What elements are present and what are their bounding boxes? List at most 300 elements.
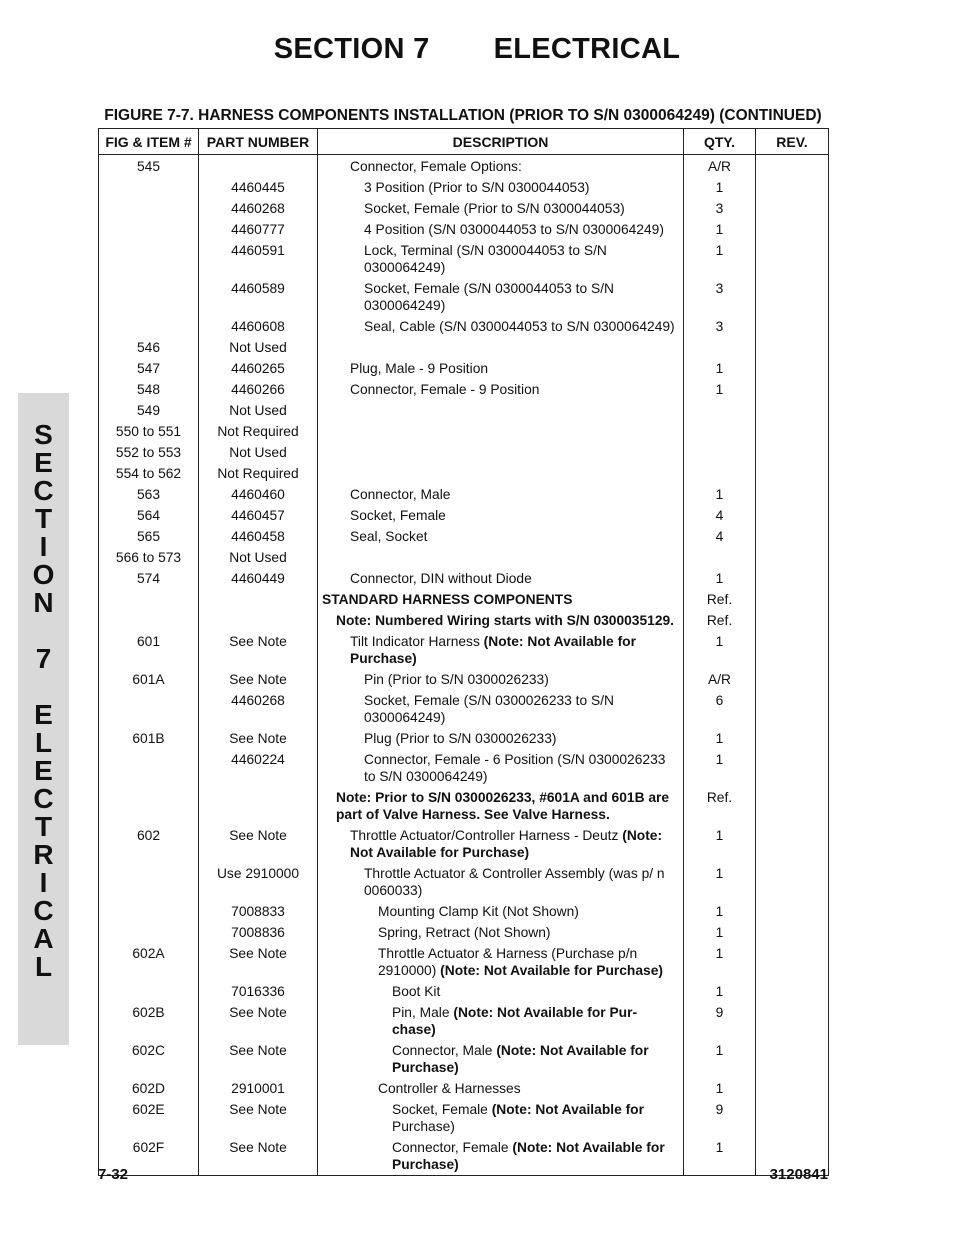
part-number-cell: See Note bbox=[199, 669, 318, 690]
table-row bbox=[99, 749, 829, 787]
rev-cell bbox=[756, 400, 829, 421]
rev-cell bbox=[756, 787, 829, 825]
rev-cell bbox=[756, 1040, 829, 1078]
header-fig-item: FIG & ITEM # bbox=[99, 129, 199, 155]
part-number-cell: 4460449 bbox=[199, 568, 318, 589]
description-text: Connector, Female - 6 Position (S/N 0300026233 to S/N 0300064249) bbox=[364, 752, 666, 784]
description-note: Note: Prior to S/N 0300026233, #601A and 601B are part of Valve Harness. See Valve Harness. bbox=[336, 790, 670, 822]
rev-cell bbox=[756, 198, 829, 219]
table-row bbox=[99, 863, 829, 901]
table-row bbox=[99, 1099, 829, 1137]
table-header-row bbox=[99, 129, 829, 155]
description-cell bbox=[318, 863, 684, 901]
fig-item-cell: 602D bbox=[99, 1078, 199, 1099]
table-row bbox=[99, 981, 829, 1002]
fig-item-cell bbox=[99, 219, 199, 240]
side-tab-letter: L bbox=[34, 951, 53, 982]
qty-cell: 1 bbox=[684, 219, 756, 240]
description-note: (Note: Not Available for bbox=[491, 1102, 644, 1117]
rev-cell bbox=[756, 526, 829, 547]
qty-cell: 1 bbox=[684, 825, 756, 863]
table-row bbox=[99, 669, 829, 690]
table-row bbox=[99, 568, 829, 589]
table-row bbox=[99, 379, 829, 400]
table-row bbox=[99, 526, 829, 547]
description-cell bbox=[318, 400, 684, 421]
description-text: Connector, Male bbox=[392, 1043, 497, 1058]
description-note: (Note: Not Available for Pur-chase) bbox=[392, 1005, 638, 1037]
qty-cell: 1 bbox=[684, 749, 756, 787]
part-number-cell: 4460457 bbox=[199, 505, 318, 526]
side-tab-letter: R bbox=[33, 839, 54, 870]
description-text: Lock, Terminal (S/N 0300044053 to S/N 0300064249) bbox=[364, 243, 607, 275]
part-number-cell: 4460445 bbox=[199, 177, 318, 198]
qty-cell: 1 bbox=[684, 1040, 756, 1078]
description-text: Tilt Indicator Harness bbox=[350, 634, 484, 649]
fig-item-cell bbox=[99, 749, 199, 787]
part-number-cell: 4460591 bbox=[199, 240, 318, 278]
side-tab-letter: S bbox=[34, 419, 53, 450]
rev-cell bbox=[756, 922, 829, 943]
description-text: Plug, Male - 9 Position bbox=[350, 361, 489, 376]
page-number: 7-32 bbox=[98, 1166, 129, 1183]
rev-cell bbox=[756, 610, 829, 631]
part-number-cell: 4460589 bbox=[199, 278, 318, 316]
description-text: Pin (Prior to S/N 0300026233) bbox=[364, 672, 549, 687]
qty-cell: 1 bbox=[684, 1078, 756, 1099]
fig-item-cell bbox=[99, 198, 199, 219]
rev-cell bbox=[756, 337, 829, 358]
side-tab-letter: C bbox=[33, 895, 54, 926]
side-tab-letter: C bbox=[33, 475, 54, 506]
rev-cell bbox=[756, 1002, 829, 1040]
rev-cell bbox=[756, 901, 829, 922]
side-tab-letter bbox=[18, 673, 69, 701]
description-text: Controller & Harnesses bbox=[378, 1081, 521, 1096]
table-row bbox=[99, 484, 829, 505]
side-tab-letter: N bbox=[33, 587, 54, 618]
fig-item-cell: 601B bbox=[99, 728, 199, 749]
part-number-cell: See Note bbox=[199, 631, 318, 669]
fig-item-cell: 550 to 551 bbox=[99, 421, 199, 442]
description-cell bbox=[318, 749, 684, 787]
part-number-cell: Not Used bbox=[199, 547, 318, 568]
qty-cell: 1 bbox=[684, 568, 756, 589]
fig-item-cell: 602B bbox=[99, 1002, 199, 1040]
description-cell bbox=[318, 610, 684, 631]
description-cell bbox=[318, 589, 684, 610]
rev-cell bbox=[756, 690, 829, 728]
description-cell bbox=[318, 981, 684, 1002]
fig-item-cell bbox=[99, 316, 199, 337]
fig-item-cell: 563 bbox=[99, 484, 199, 505]
fig-item-cell bbox=[99, 240, 199, 278]
description-text: Throttle Actuator & Controller Assembly (was p/ n 0060033) bbox=[364, 866, 665, 898]
rev-cell bbox=[756, 155, 829, 178]
table-row bbox=[99, 442, 829, 463]
description-cell bbox=[318, 155, 684, 178]
rev-cell bbox=[756, 547, 829, 568]
side-tab-letter: A bbox=[33, 923, 54, 954]
qty-cell: 9 bbox=[684, 1099, 756, 1137]
side-tab-letter: O bbox=[32, 559, 55, 590]
table-row bbox=[99, 690, 829, 728]
rev-cell bbox=[756, 442, 829, 463]
description-text: Seal, Cable (S/N 0300044053 to S/N 0300064249) bbox=[364, 319, 675, 334]
part-number-cell: 4460265 bbox=[199, 358, 318, 379]
description-note: (Note: Not Available for Purchase) bbox=[350, 828, 663, 860]
qty-cell bbox=[684, 463, 756, 484]
description-text: Socket, Female bbox=[350, 508, 446, 523]
side-tab-letter: I bbox=[39, 867, 48, 898]
qty-cell: 1 bbox=[684, 484, 756, 505]
part-number-cell: 7016336 bbox=[199, 981, 318, 1002]
table-row bbox=[99, 155, 829, 178]
rev-cell bbox=[756, 278, 829, 316]
qty-cell: 1 bbox=[684, 177, 756, 198]
table-row bbox=[99, 943, 829, 981]
rev-cell bbox=[756, 358, 829, 379]
qty-cell bbox=[684, 337, 756, 358]
part-number-cell: 4460608 bbox=[199, 316, 318, 337]
part-number-cell: Use 2910000 bbox=[199, 863, 318, 901]
section-name: ELECTRICAL bbox=[493, 33, 681, 65]
fig-item-cell bbox=[99, 589, 199, 610]
qty-cell bbox=[684, 400, 756, 421]
qty-cell: 1 bbox=[684, 1137, 756, 1176]
description-cell bbox=[318, 1099, 684, 1137]
rev-cell bbox=[756, 589, 829, 610]
rev-cell bbox=[756, 749, 829, 787]
part-number-cell: 4460266 bbox=[199, 379, 318, 400]
description-text: Purchase) bbox=[392, 1119, 455, 1134]
part-number-cell: Not Used bbox=[199, 442, 318, 463]
fig-item-cell bbox=[99, 610, 199, 631]
description-note: STANDARD HARNESS COMPONENTS bbox=[322, 592, 573, 607]
part-number-cell: See Note bbox=[199, 825, 318, 863]
description-cell bbox=[318, 421, 684, 442]
side-tab-letters bbox=[18, 421, 69, 981]
header-qty: QTY. bbox=[684, 129, 756, 155]
part-number-cell: 4460777 bbox=[199, 219, 318, 240]
side-tab-letter: I bbox=[39, 531, 48, 562]
side-tab-letter: L bbox=[34, 727, 53, 758]
description-text: Connector, Female Options: bbox=[350, 159, 522, 174]
description-cell bbox=[318, 177, 684, 198]
description-text: Pin, Male bbox=[392, 1005, 454, 1020]
qty-cell: 1 bbox=[684, 240, 756, 278]
description-cell bbox=[318, 219, 684, 240]
section-title bbox=[0, 33, 954, 66]
table-body bbox=[99, 155, 829, 1176]
part-number-cell: 4460224 bbox=[199, 749, 318, 787]
table-row bbox=[99, 610, 829, 631]
part-number-cell bbox=[199, 610, 318, 631]
qty-cell: 1 bbox=[684, 379, 756, 400]
description-cell bbox=[318, 690, 684, 728]
table-row bbox=[99, 728, 829, 749]
fig-item-cell bbox=[99, 981, 199, 1002]
fig-item-cell: 602E bbox=[99, 1099, 199, 1137]
description-cell bbox=[318, 1002, 684, 1040]
fig-item-cell: 547 bbox=[99, 358, 199, 379]
table-row bbox=[99, 631, 829, 669]
rev-cell bbox=[756, 863, 829, 901]
fig-item-cell: 545 bbox=[99, 155, 199, 178]
part-number-cell: Not Used bbox=[199, 337, 318, 358]
description-note: (Note: Not Available for Purchase) bbox=[392, 1140, 665, 1172]
fig-item-cell bbox=[99, 177, 199, 198]
rev-cell bbox=[756, 316, 829, 337]
part-number-cell: 4460268 bbox=[199, 198, 318, 219]
side-tab-letter: C bbox=[33, 783, 54, 814]
part-number-cell: 4460460 bbox=[199, 484, 318, 505]
part-number-cell: See Note bbox=[199, 943, 318, 981]
description-cell bbox=[318, 316, 684, 337]
table-row bbox=[99, 240, 829, 278]
description-cell bbox=[318, 669, 684, 690]
description-cell bbox=[318, 463, 684, 484]
description-cell bbox=[318, 825, 684, 863]
description-text: Socket, Female (S/N 0300026233 to S/N 0300064249) bbox=[364, 693, 615, 725]
rev-cell bbox=[756, 568, 829, 589]
description-cell bbox=[318, 337, 684, 358]
part-number-cell: Not Used bbox=[199, 400, 318, 421]
description-text: Connector, Male bbox=[350, 487, 451, 502]
qty-cell: 3 bbox=[684, 316, 756, 337]
table-row bbox=[99, 1002, 829, 1040]
description-text: Boot Kit bbox=[392, 984, 441, 999]
description-cell bbox=[318, 901, 684, 922]
description-text: Plug (Prior to S/N 0300026233) bbox=[364, 731, 557, 746]
qty-cell bbox=[684, 547, 756, 568]
fig-item-cell bbox=[99, 787, 199, 825]
table-row bbox=[99, 1078, 829, 1099]
rev-cell bbox=[756, 825, 829, 863]
rev-cell bbox=[756, 943, 829, 981]
figure-title: FIGURE 7-7. HARNESS COMPONENTS INSTALLATION (PRIOR TO S/N 0300064249) (CONTINUED) bbox=[104, 107, 822, 124]
qty-cell: 1 bbox=[684, 358, 756, 379]
description-text: Connector, DIN without Diode bbox=[350, 571, 532, 586]
description-text: Socket, Female bbox=[392, 1102, 492, 1117]
qty-cell: 1 bbox=[684, 631, 756, 669]
description-text: Socket, Female (Prior to S/N 0300044053) bbox=[364, 201, 625, 216]
side-tab-letter: T bbox=[34, 503, 53, 534]
fig-item-cell bbox=[99, 901, 199, 922]
rev-cell bbox=[756, 728, 829, 749]
rev-cell bbox=[756, 177, 829, 198]
fig-item-cell: 552 to 553 bbox=[99, 442, 199, 463]
table-row bbox=[99, 547, 829, 568]
section-number: SECTION 7 bbox=[273, 33, 430, 65]
header-rev: REV. bbox=[756, 129, 829, 155]
rev-cell bbox=[756, 484, 829, 505]
part-number-cell bbox=[199, 155, 318, 178]
description-cell bbox=[318, 240, 684, 278]
description-cell bbox=[318, 922, 684, 943]
fig-item-cell: 602F bbox=[99, 1137, 199, 1176]
description-cell bbox=[318, 379, 684, 400]
table-row bbox=[99, 825, 829, 863]
side-tab-letter bbox=[18, 617, 69, 645]
description-text: Mounting Clamp Kit (Not Shown) bbox=[378, 904, 579, 919]
side-tab-letter: T bbox=[34, 811, 53, 842]
fig-item-cell: 601A bbox=[99, 669, 199, 690]
description-text: Connector, Female bbox=[392, 1140, 513, 1155]
description-text: 4 Position (S/N 0300044053 to S/N 0300064249) bbox=[364, 222, 664, 237]
description-cell bbox=[318, 631, 684, 669]
description-cell bbox=[318, 943, 684, 981]
qty-cell: 3 bbox=[684, 278, 756, 316]
rev-cell bbox=[756, 631, 829, 669]
qty-cell: 1 bbox=[684, 863, 756, 901]
fig-item-cell bbox=[99, 922, 199, 943]
qty-cell: 1 bbox=[684, 922, 756, 943]
rev-cell bbox=[756, 463, 829, 484]
fig-item-cell bbox=[99, 278, 199, 316]
description-text: Spring, Retract (Not Shown) bbox=[378, 925, 551, 940]
table-row bbox=[99, 316, 829, 337]
table-row bbox=[99, 787, 829, 825]
description-cell bbox=[318, 568, 684, 589]
part-number-cell: See Note bbox=[199, 1099, 318, 1137]
table-row bbox=[99, 1137, 829, 1176]
table-row bbox=[99, 505, 829, 526]
qty-cell: Ref. bbox=[684, 610, 756, 631]
qty-cell bbox=[684, 442, 756, 463]
rev-cell bbox=[756, 240, 829, 278]
section-side-tab bbox=[18, 393, 69, 1045]
fig-item-cell: 601 bbox=[99, 631, 199, 669]
description-cell bbox=[318, 1137, 684, 1176]
fig-item-cell: 566 to 573 bbox=[99, 547, 199, 568]
part-number-cell: 2910001 bbox=[199, 1078, 318, 1099]
qty-cell: Ref. bbox=[684, 787, 756, 825]
document-number: 3120841 bbox=[769, 1166, 828, 1183]
side-tab-letter: 7 bbox=[35, 643, 52, 674]
description-note: (Note: Not Available for Purchase) bbox=[350, 634, 636, 666]
part-number-cell bbox=[199, 787, 318, 825]
description-note: Note: Numbered Wiring starts with S/N 0300035129. bbox=[336, 613, 675, 628]
table-row bbox=[99, 589, 829, 610]
qty-cell: 1 bbox=[684, 901, 756, 922]
qty-cell: 1 bbox=[684, 943, 756, 981]
description-cell bbox=[318, 1040, 684, 1078]
side-tab-letter: E bbox=[34, 447, 53, 478]
description-text: Socket, Female (S/N 0300044053 to S/N 0300064249) bbox=[364, 281, 615, 313]
qty-cell bbox=[684, 421, 756, 442]
description-cell bbox=[318, 1078, 684, 1099]
table-row bbox=[99, 1040, 829, 1078]
description-text: 3 Position (Prior to S/N 0300044053) bbox=[364, 180, 590, 195]
part-number-cell bbox=[199, 589, 318, 610]
description-note: (Note: Not Available for Purchase) bbox=[440, 963, 663, 978]
qty-cell: A/R bbox=[684, 669, 756, 690]
description-cell bbox=[318, 358, 684, 379]
fig-item-cell: 554 to 562 bbox=[99, 463, 199, 484]
part-number-cell: 4460268 bbox=[199, 690, 318, 728]
part-number-cell: Not Required bbox=[199, 463, 318, 484]
header-description: DESCRIPTION bbox=[318, 129, 684, 155]
description-cell bbox=[318, 505, 684, 526]
qty-cell: 4 bbox=[684, 526, 756, 547]
fig-item-cell bbox=[99, 863, 199, 901]
side-tab-letter: E bbox=[34, 699, 53, 730]
description-cell bbox=[318, 728, 684, 749]
table-row bbox=[99, 278, 829, 316]
part-number-cell: See Note bbox=[199, 1002, 318, 1040]
parts-table bbox=[98, 128, 829, 1176]
rev-cell bbox=[756, 219, 829, 240]
rev-cell bbox=[756, 981, 829, 1002]
description-cell bbox=[318, 547, 684, 568]
qty-cell: 3 bbox=[684, 198, 756, 219]
table-row bbox=[99, 400, 829, 421]
table-row bbox=[99, 463, 829, 484]
side-tab-letter: E bbox=[34, 755, 53, 786]
qty-cell: A/R bbox=[684, 155, 756, 178]
rev-cell bbox=[756, 421, 829, 442]
table-row bbox=[99, 421, 829, 442]
fig-item-cell: 548 bbox=[99, 379, 199, 400]
rev-cell bbox=[756, 1099, 829, 1137]
table-row bbox=[99, 358, 829, 379]
fig-item-cell: 549 bbox=[99, 400, 199, 421]
table-row bbox=[99, 198, 829, 219]
rev-cell bbox=[756, 505, 829, 526]
qty-cell: 1 bbox=[684, 981, 756, 1002]
part-number-cell: 7008833 bbox=[199, 901, 318, 922]
description-text: Throttle Actuator & Harness (Purchase p/n 2910000) bbox=[378, 946, 638, 978]
qty-cell: 1 bbox=[684, 728, 756, 749]
part-number-cell: 7008836 bbox=[199, 922, 318, 943]
description-text: Connector, Female - 9 Position bbox=[350, 382, 540, 397]
table-row bbox=[99, 177, 829, 198]
description-cell bbox=[318, 198, 684, 219]
fig-item-cell bbox=[99, 690, 199, 728]
fig-item-cell: 602C bbox=[99, 1040, 199, 1078]
fig-item-cell: 564 bbox=[99, 505, 199, 526]
part-number-cell: See Note bbox=[199, 728, 318, 749]
qty-cell: Ref. bbox=[684, 589, 756, 610]
fig-item-cell: 574 bbox=[99, 568, 199, 589]
part-number-cell: See Note bbox=[199, 1040, 318, 1078]
part-number-cell: Not Required bbox=[199, 421, 318, 442]
fig-item-cell: 546 bbox=[99, 337, 199, 358]
description-cell bbox=[318, 787, 684, 825]
table-row bbox=[99, 922, 829, 943]
description-note: (Note: Not Available for Purchase) bbox=[392, 1043, 649, 1075]
qty-cell: 9 bbox=[684, 1002, 756, 1040]
fig-item-cell: 602 bbox=[99, 825, 199, 863]
fig-item-cell: 565 bbox=[99, 526, 199, 547]
qty-cell: 4 bbox=[684, 505, 756, 526]
part-number-cell: 4460458 bbox=[199, 526, 318, 547]
description-cell bbox=[318, 442, 684, 463]
description-cell bbox=[318, 484, 684, 505]
rev-cell bbox=[756, 1078, 829, 1099]
description-cell bbox=[318, 526, 684, 547]
description-text: Throttle Actuator/Controller Harness - Deutz bbox=[350, 828, 623, 843]
description-cell bbox=[318, 278, 684, 316]
fig-item-cell: 602A bbox=[99, 943, 199, 981]
table-row bbox=[99, 219, 829, 240]
qty-cell: 6 bbox=[684, 690, 756, 728]
description-text: Seal, Socket bbox=[350, 529, 428, 544]
rev-cell bbox=[756, 379, 829, 400]
header-part-number: PART NUMBER bbox=[199, 129, 318, 155]
part-number-cell: See Note bbox=[199, 1137, 318, 1176]
